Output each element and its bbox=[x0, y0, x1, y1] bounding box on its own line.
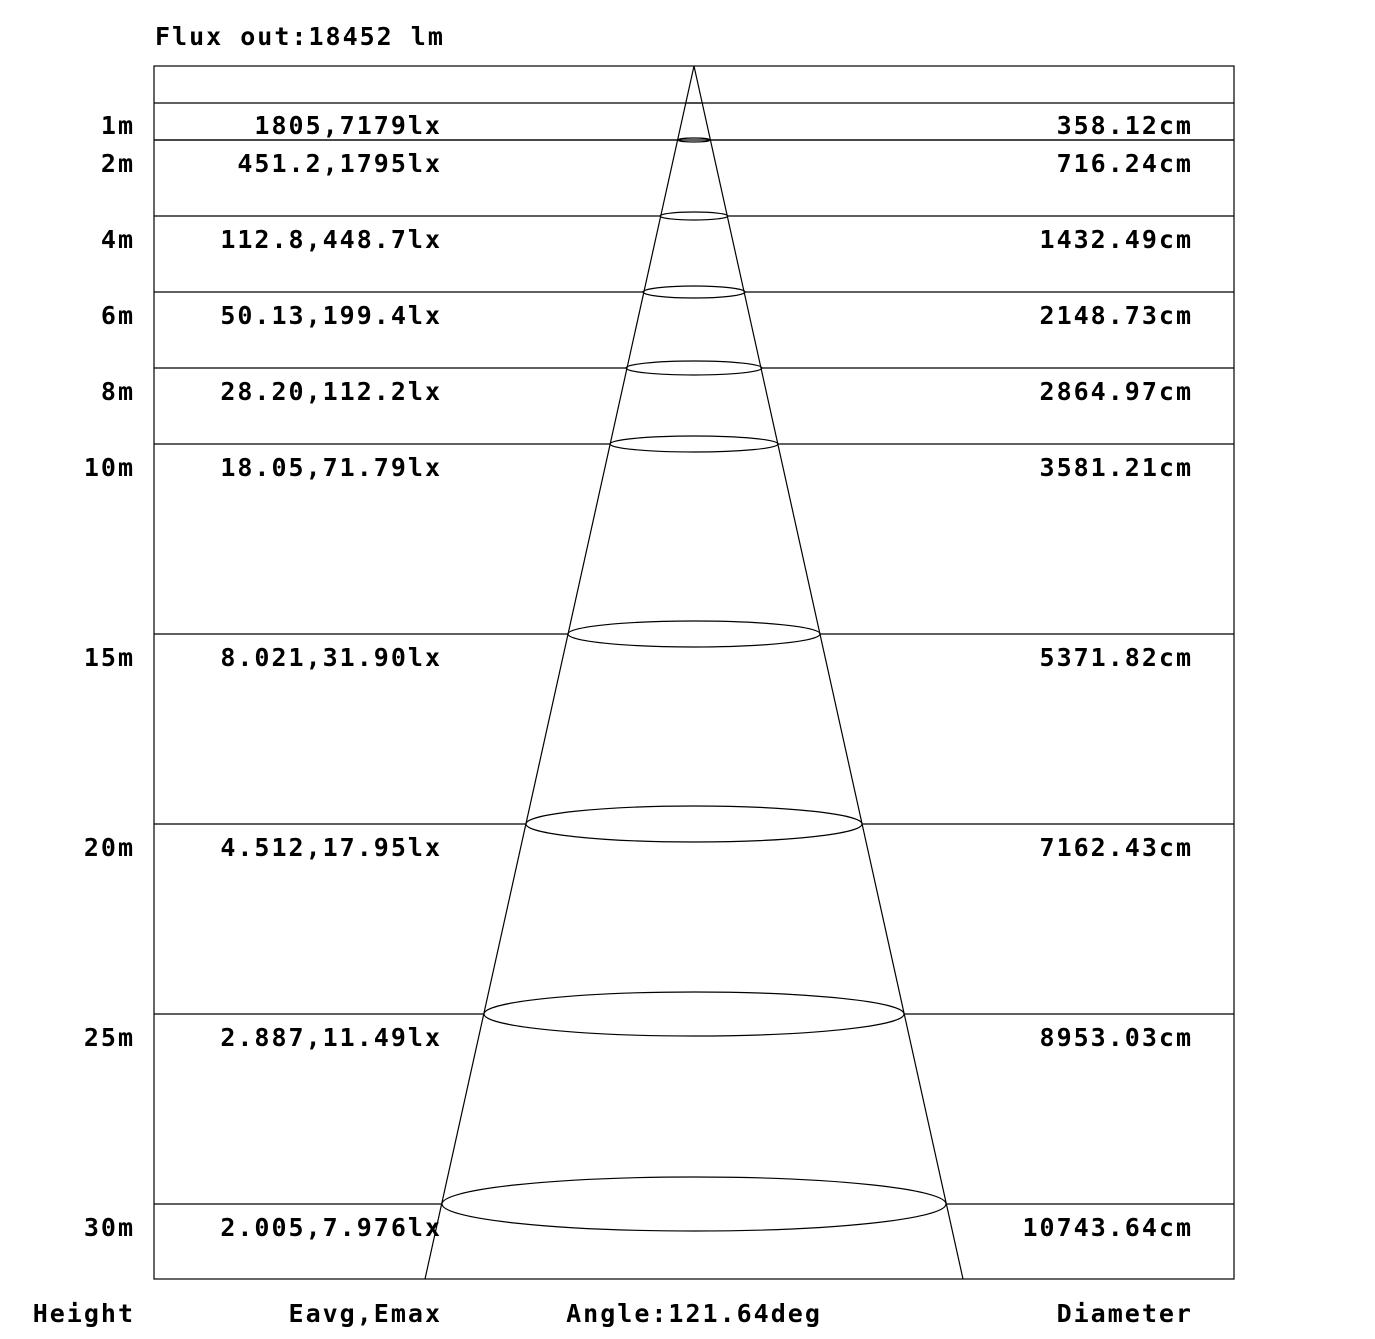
illuminance-value: 2.005,7.976lx bbox=[220, 1213, 442, 1242]
beam-cross-section bbox=[568, 621, 820, 647]
beam-cross-section bbox=[484, 992, 904, 1036]
cone-right-edge bbox=[694, 66, 963, 1279]
rows-layer bbox=[84, 111, 1234, 1242]
beam-cross-section bbox=[610, 436, 778, 452]
illuminance-value: 28.20,112.2lx bbox=[220, 377, 442, 406]
height-value: 4m bbox=[100, 225, 135, 254]
diameter-value: 2148.73cm bbox=[1039, 301, 1193, 330]
height-value: 15m bbox=[83, 643, 135, 672]
illuminance-value: 18.05,71.79lx bbox=[220, 453, 442, 482]
diameter-value: 3581.21cm bbox=[1039, 453, 1193, 482]
height-value: 2m bbox=[100, 149, 135, 178]
flux-label: Flux out:18452 lm bbox=[155, 22, 445, 51]
eavg-emax-column-label: Eavg,Emax bbox=[288, 1299, 442, 1328]
diameter-value: 5371.82cm bbox=[1039, 643, 1193, 672]
height-value: 25m bbox=[83, 1023, 135, 1052]
diameter-column-label: Diameter bbox=[1056, 1299, 1193, 1328]
illuminance-value: 112.8,448.7lx bbox=[220, 225, 442, 254]
diameter-value: 716.24cm bbox=[1056, 149, 1193, 178]
diameter-value: 1432.49cm bbox=[1039, 225, 1193, 254]
height-value: 20m bbox=[83, 833, 135, 862]
height-column-label: Height bbox=[32, 1299, 135, 1328]
illuminance-value: 4.512,17.95lx bbox=[220, 833, 442, 862]
illuminance-value: 451.2,1795lx bbox=[237, 149, 442, 178]
cone-left-edge bbox=[425, 66, 694, 1279]
beam-angle-label: Angle:121.64deg bbox=[566, 1299, 822, 1328]
illuminance-value: 8.021,31.90lx bbox=[220, 643, 442, 672]
beam-cross-section bbox=[526, 806, 862, 842]
beam-cross-section bbox=[643, 286, 745, 298]
height-value: 6m bbox=[100, 301, 135, 330]
diameter-value: 358.12cm bbox=[1056, 111, 1193, 140]
diameter-value: 7162.43cm bbox=[1039, 833, 1193, 862]
illuminance-value: 2.887,11.49lx bbox=[220, 1023, 442, 1052]
diameter-value: 2864.97cm bbox=[1039, 377, 1193, 406]
diameter-value: 10743.64cm bbox=[1022, 1213, 1193, 1242]
height-value: 30m bbox=[83, 1213, 135, 1242]
illuminance-value: 1805,7179lx bbox=[254, 111, 442, 140]
beam-cross-section bbox=[626, 361, 762, 375]
beam-cross-section bbox=[442, 1177, 946, 1231]
height-value: 1m bbox=[100, 111, 135, 140]
diameter-value: 8953.03cm bbox=[1039, 1023, 1193, 1052]
beam-cross-section bbox=[660, 212, 728, 220]
illuminance-value: 50.13,199.4lx bbox=[220, 301, 442, 330]
height-value: 8m bbox=[100, 377, 135, 406]
height-value: 10m bbox=[83, 453, 135, 482]
